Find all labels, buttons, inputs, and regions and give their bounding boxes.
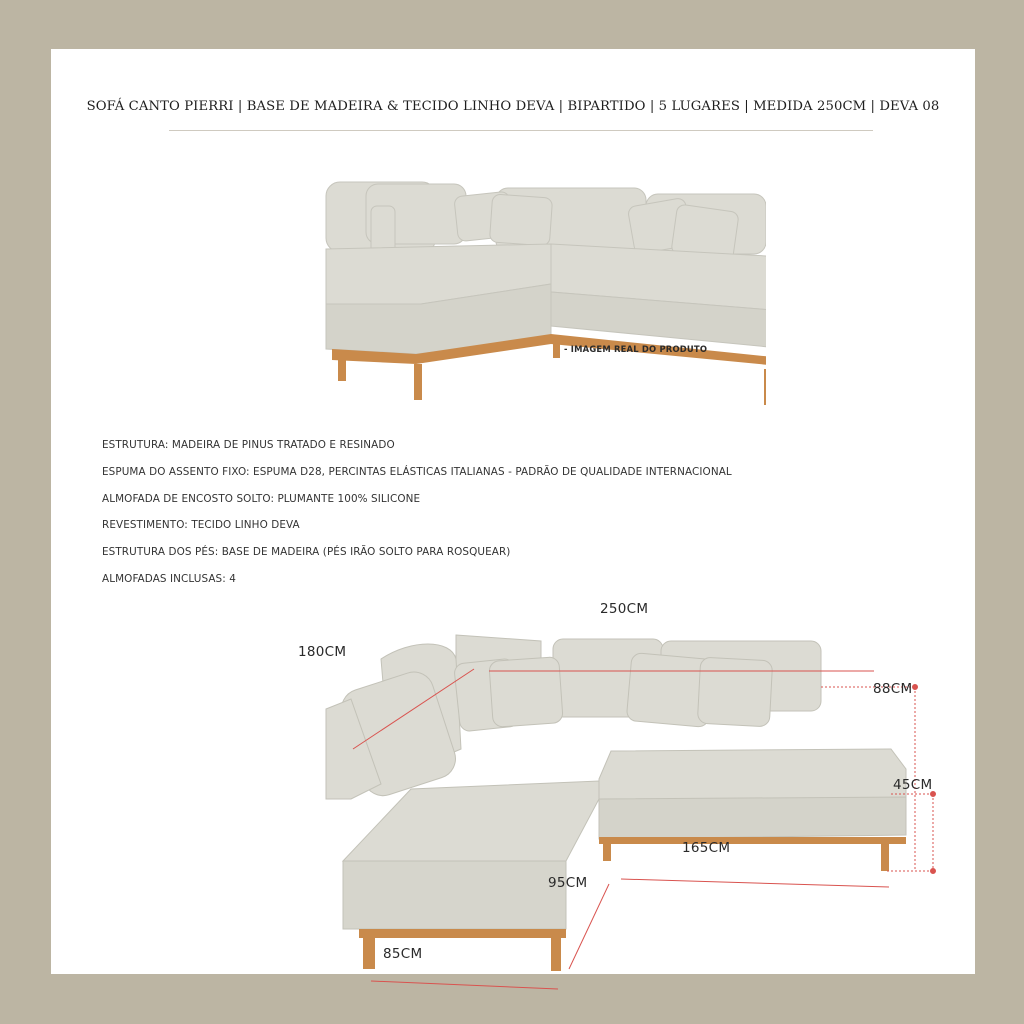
dimension-line-chaise-length bbox=[621, 879, 889, 887]
product-card bbox=[51, 49, 975, 974]
dim-chaise-depth-label: 95CM bbox=[548, 875, 588, 891]
dim-chaise-length-label: 165CM bbox=[682, 840, 731, 856]
spec-list bbox=[102, 438, 732, 599]
dim-seat-height-label: 45CM bbox=[893, 777, 933, 793]
spec-item: ESTRUTURA: MADEIRA DE PINUS TRATADO E RESINADO bbox=[102, 439, 395, 451]
product-photo bbox=[266, 174, 766, 414]
product-title: SOFÁ CANTO PIERRI | BASE DE MADEIRA & TECIDO LINHO DEVA | BIPARTIDO | 5 LUGARES | MEDIDA 250CM | DEVA 08 bbox=[86, 99, 940, 114]
spec-item: ALMOFADAS INCLUSAS: 4 bbox=[102, 572, 236, 585]
photo-caption: - IMAGEM REAL DO PRODUTO bbox=[564, 344, 708, 354]
dim-arm-width-label: 85CM bbox=[383, 946, 423, 962]
dimension-diagram bbox=[281, 599, 941, 999]
dim-depth-label: 180CM bbox=[298, 644, 347, 660]
spec-item: ALMOFADA DE ENCOSTO SOLTO: PLUMANTE 100% SILICONE bbox=[102, 492, 421, 505]
dim-height-label: 88CM bbox=[873, 681, 913, 697]
spec-item: ESPUMA DO ASSENTO FIXO: ESPUMA D28, PERCINTAS ELÁSTICAS ITALIANAS - PADRÃO DE QUALIDADE INTERNACIONAL bbox=[102, 465, 732, 478]
spec-item: ESTRUTURA DOS PÉS: BASE DE MADEIRA (PÉS IRÃO SOLTO PARA ROSQUEAR) bbox=[102, 546, 511, 559]
spec-item: REVESTIMENTO: TECIDO LINHO DEVA bbox=[102, 519, 300, 532]
title-divider bbox=[169, 130, 873, 131]
dimension-line-arm bbox=[371, 981, 558, 989]
dimension-line-chaise-depth bbox=[569, 884, 609, 969]
dim-width-label: 250CM bbox=[600, 601, 649, 617]
